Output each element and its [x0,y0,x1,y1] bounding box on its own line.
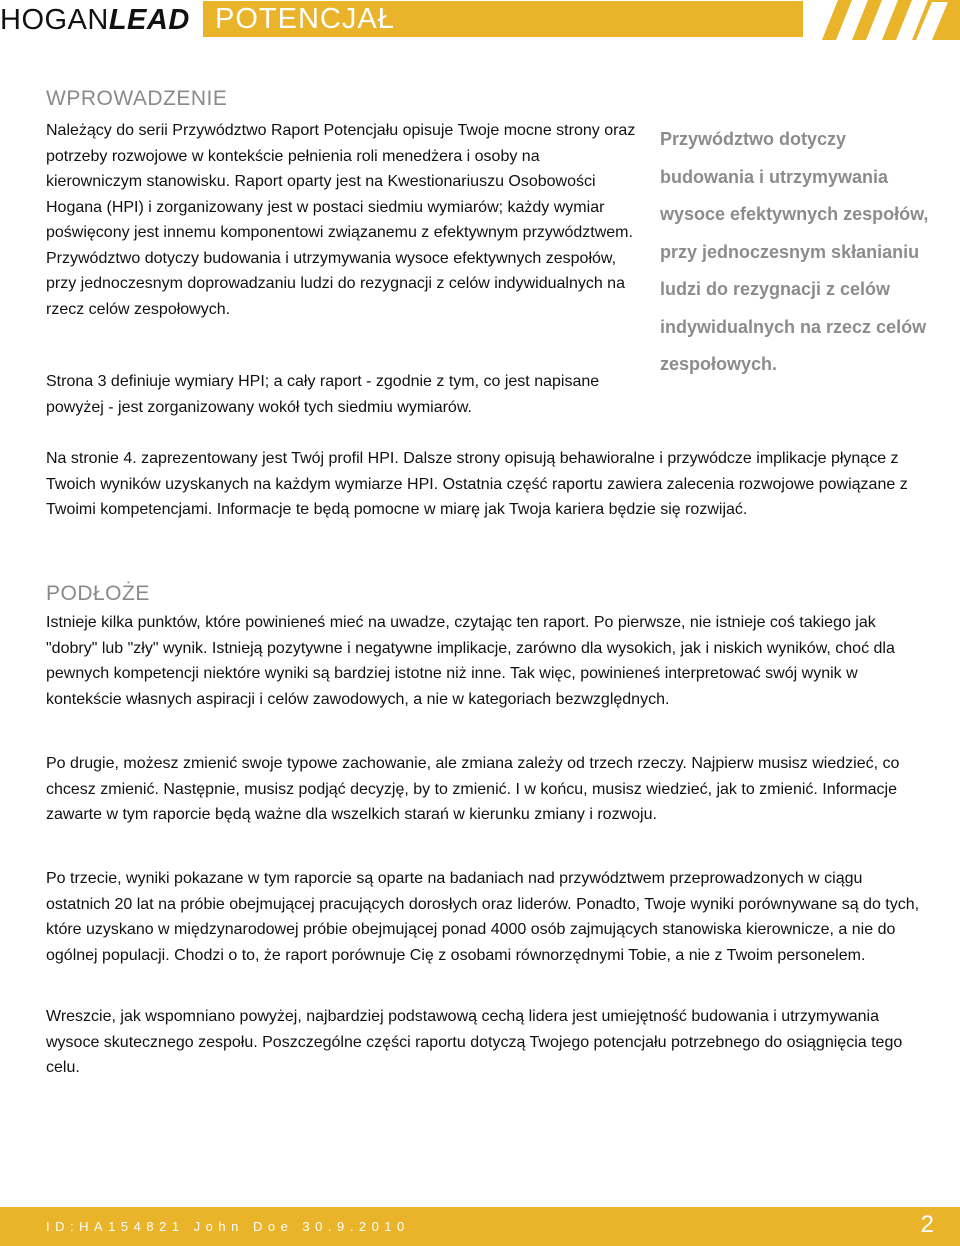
intro-paragraph-3: Na stronie 4. zaprezentowany jest Twój profil HPI. Dalsze strony opisują behawioralne i przywódcze implikacje płynące z Twoich wyników uzyskanych na każdym wymiarze HPI. Ostatnia część raportu zawiera zalecenia rozwojowe powiązane z Twoimi kompetencjami. Informacje te będą pomocne w miarę jak Twoja kariera będzie się rozwijać. [46,450,908,518]
intro-heading: WPROWADZENIE [46,87,228,110]
pull-quote: Przywództwo dotyczy budowania i utrzymywania wysoce efektywnych zespołów, przy jednoczesnym skłanianiu ludzi do rezygnacji z celów indywidualnych na rzecz celów zespołowych. [660,129,929,374]
page-header [0,0,960,40]
background-paragraph-1: Istnieje kilka punktów, które powinieneś mieć na uwadze, czytając ten raport. Po pierwsze, nie istnieje coś takiego jak "dobry" lub "zły" wynik. Istnieją pozytywne i negatywne implikacje, zarówno dla wysokich, jak i niskich wyników, choć dla pewnych kompetencji niektóre wyniki są bardziej istotne niż inne. Tak więc, powinieneś interpretować swój wynik w kontekście własnych aspiracji i celów zawodowych, a nie w kategoriach bezwzględnych. [46,614,895,708]
footer-report-id: ID:HA154821 John Doe 30.9.2010 [46,1219,410,1234]
brand-hogan: HOGAN [0,4,109,36]
brand-potential: POTENCJAŁ [215,3,395,35]
page-footer [0,1207,960,1246]
brand-lead: LEAD [108,4,190,36]
background-paragraph-3: Po trzecie, wyniki pokazane w tym raporcie są oparte na badaniach nad przywództwem przeprowadzonych w ciągu ostatnich 20 lat na próbie obejmującej pracujących dorosłych oraz liderów. Ponadto, Twoje wyniki porównywane są do tych, które uzyskano w międzynarodowej próbie obejmującej ponad 4000 osób zajmujących stanowiska kierownicze, a nie do ogólnej populacji. Chodzi o to, że raport porównuje Cię z osobami równorzędnymi Tobie, a nie z Twoim personelem. [46,870,920,964]
brand-potential-bar [203,1,803,37]
intro-paragraph-1: Należący do serii Przywództwo Raport Potencjału opisuje Twoje mocne strony oraz potrzeby rozwojowe w kontekście pełnienia roli menedżera i osoby na kierowniczym stanowisku. Raport oparty jest na Kwestionariuszu Osobowości Hogana (HPI) i zorganizowany jest w postaci siedmiu wymiarów; każdy wymiar poświęcony jest innemu komponentowi związanemu z efektywnym przywództwem. Przywództwo dotyczy budowania i utrzymywania wysoce efektywnych zespołów, przy jednoczesnym doprowadzaniu ludzi do rezygnacji z celów indywidualnych na rzecz celów zespołowych. [46,122,636,318]
chevron-decoration-icon [808,0,960,40]
page-number: 2 [920,1211,934,1238]
background-heading: PODŁOŻE [46,582,150,605]
intro-paragraph-2: Strona 3 definiuje wymiary HPI; a cały raport - zgodnie z tym, co jest napisane powyżej - jest zorganizowany wokół tych siedmiu wymiarów. [46,373,600,416]
background-paragraph-4: Wreszcie, jak wspomniano powyżej, najbardziej podstawową cechą lidera jest umiejętność budowania i utrzymywania wysoce skutecznego zespołu. Poszczególne części raportu dotyczą Twojego potencjału potrzebnego do osiągnięcia tego celu. [46,1008,903,1076]
brand-logo [0,2,190,38]
background-paragraph-2: Po drugie, możesz zmienić swoje typowe zachowanie, ale zmiana zależy od trzech rzeczy. Najpierw musisz wiedzieć, co chcesz zmienić. Następnie, musisz podjąć decyzję, by to zmienić. I w końcu, musisz wiedzieć, jak to zmienić. Informacje zawarte w tym raporcie będą ważne dla wszelkich starań w kierunku zmiany i rozwoju. [46,755,900,823]
